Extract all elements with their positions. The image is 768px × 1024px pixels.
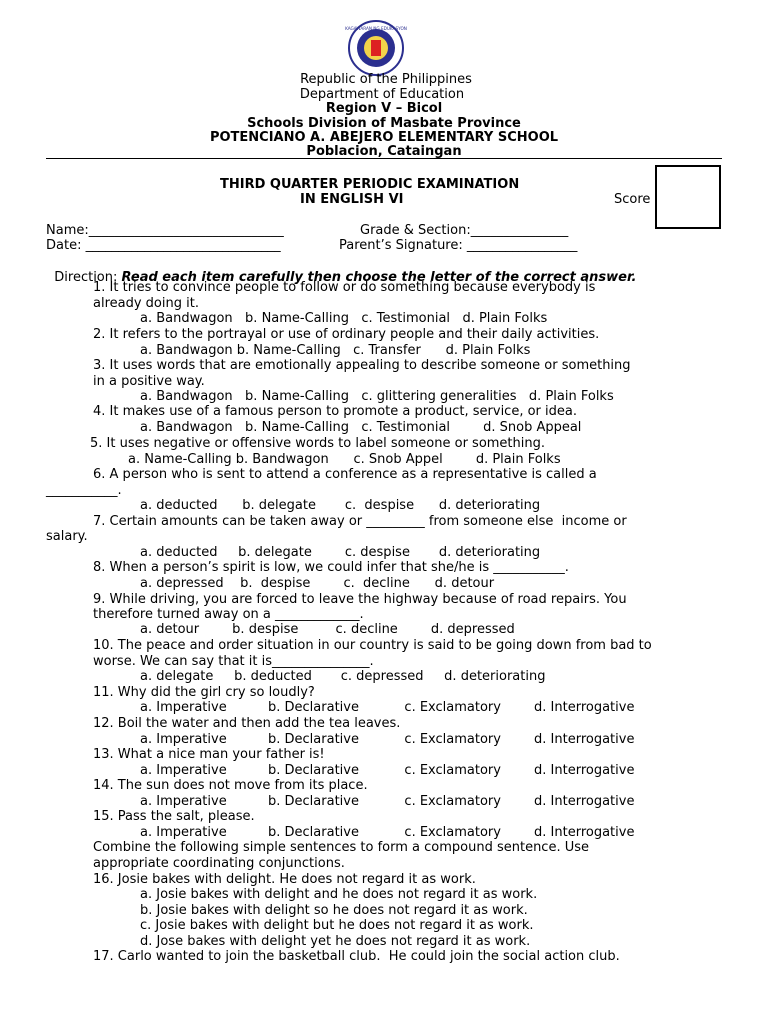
- date-field: Date: ______________________________: [46, 238, 281, 253]
- parent-signature-field: Parent’s Signature: _________________: [339, 238, 578, 253]
- question-line: 4. It makes use of a famous person to promote a product, service, or idea.: [93, 404, 577, 419]
- exam-title: THIRD QUARTER PERIODIC EXAMINATION: [220, 177, 520, 192]
- instruction-line: Combine the following simple sentences to form a compound sentence. Use: [93, 840, 590, 855]
- choice-line: a. detour b. despise c. decline d. depressed: [140, 622, 515, 637]
- choice-line: a. Imperative b. Declarative c. Exclamatory d. Interrogative: [140, 794, 635, 809]
- question-line: therefore turned away on a _____________.: [93, 607, 364, 622]
- header-divider: [46, 158, 722, 159]
- question-line: 1. It tries to convince people to follow or do something because everybody is: [93, 280, 596, 295]
- exam-subtitle: IN ENGLISH VI: [300, 192, 404, 207]
- choice-line: c. Josie bakes with delight but he does not regard it as work.: [140, 918, 534, 933]
- header-republic: Republic of the Philippines: [300, 72, 472, 87]
- question-line: worse. We can say that it is_______________.: [93, 654, 374, 669]
- header-address: Poblacion, Cataingan: [306, 144, 462, 159]
- choice-line: b. Josie bakes with delight so he does not regard it as work.: [140, 903, 528, 918]
- grade-section-field: Grade & Section:_______________: [360, 223, 569, 238]
- question-line: 6. A person who is sent to attend a conference as a representative is called a: [93, 467, 597, 482]
- question-line: 10. The peace and order situation in our country is said to be going down from bad to: [93, 638, 652, 653]
- choice-line: a. deducted b. delegate c. despise d. deteriorating: [140, 545, 541, 560]
- choice-line: a. Name-Calling b. Bandwagon c. Snob Appel d. Plain Folks: [128, 452, 561, 467]
- score-box: [655, 165, 721, 229]
- choice-line: a. Imperative b. Declarative c. Exclamatory d. Interrogative: [140, 732, 635, 747]
- name-field: Name:______________________________: [46, 223, 284, 238]
- choice-line: a. Bandwagon b. Name-Calling c. Testimonial d. Plain Folks: [140, 311, 548, 326]
- header-division: Schools Division of Masbate Province: [247, 116, 521, 131]
- choice-line: a. Imperative b. Declarative c. Exclamatory d. Interrogative: [140, 700, 635, 715]
- question-line: 13. What a nice man your father is!: [93, 747, 325, 762]
- choice-line: a. Bandwagon b. Name-Calling c. Testimonial d. Snob Appeal: [140, 420, 582, 435]
- deped-seal-logo: [337, 20, 415, 76]
- choice-line: a. Bandwagon b. Name-Calling c. Transfer d. Plain Folks: [140, 343, 531, 358]
- header-department: Department of Education: [299, 87, 465, 102]
- question-line: 3. It uses words that are emotionally appealing to describe someone or something: [93, 358, 631, 373]
- seal-text: KAGAWARAN NG EDUKASYON: [345, 26, 407, 31]
- question-line: in a positive way.: [93, 374, 205, 389]
- choice-line: a. depressed b. despise c. decline d. detour: [140, 576, 495, 591]
- question-line: already doing it.: [93, 296, 199, 311]
- question-line: 9. While driving, you are forced to leave the highway because of road repairs. You: [93, 592, 627, 607]
- question-line: 7. Certain amounts can be taken away or _________ from someone else income or: [93, 514, 627, 529]
- choice-line: a. delegate b. deducted c. depressed d. deteriorating: [140, 669, 546, 684]
- instruction-line: appropriate coordinating conjunctions.: [93, 856, 345, 871]
- question-line: 2. It refers to the portrayal or use of ordinary people and their daily activities.: [93, 327, 600, 342]
- question-line: ___________.: [46, 483, 122, 498]
- choice-line: a. Bandwagon b. Name-Calling c. glittering generalities d. Plain Folks: [140, 389, 614, 404]
- choice-line: a. deducted b. delegate c. despise d. deteriorating: [140, 498, 541, 513]
- choice-line: a. Imperative b. Declarative c. Exclamatory d. Interrogative: [140, 825, 635, 840]
- question-line: 14. The sun does not move from its place.: [93, 778, 368, 793]
- choice-line: a. Josie bakes with delight and he does not regard it as work.: [140, 887, 538, 902]
- choice-line: d. Jose bakes with delight yet he does not regard it as work.: [140, 934, 531, 949]
- question-line: 17. Carlo wanted to join the basketball club. He could join the social action club.: [93, 949, 620, 964]
- direction-text: Read each item carefully then choose the letter of the correct answer.: [121, 269, 637, 285]
- direction-label: Direction:: [54, 269, 122, 285]
- question-line: 12. Boil the water and then add the tea leaves.: [93, 716, 401, 731]
- question-line: 5. It uses negative or offensive words to label someone or something.: [90, 436, 546, 451]
- question-line: 16. Josie bakes with delight. He does not regard it as work.: [93, 872, 476, 887]
- choice-line: a. Imperative b. Declarative c. Exclamatory d. Interrogative: [140, 763, 635, 778]
- question-line: salary.: [46, 529, 88, 544]
- question-line: 8. When a person’s spirit is low, we could infer that she/he is ___________.: [93, 560, 569, 575]
- score-label: Score: [614, 192, 651, 207]
- header-school: POTENCIANO A. ABEJERO ELEMENTARY SCHOOL: [209, 130, 559, 145]
- question-line: 15. Pass the salt, please.: [93, 809, 255, 824]
- question-line: 11. Why did the girl cry so loudly?: [93, 685, 315, 700]
- header-region: Region V – Bicol: [325, 101, 443, 116]
